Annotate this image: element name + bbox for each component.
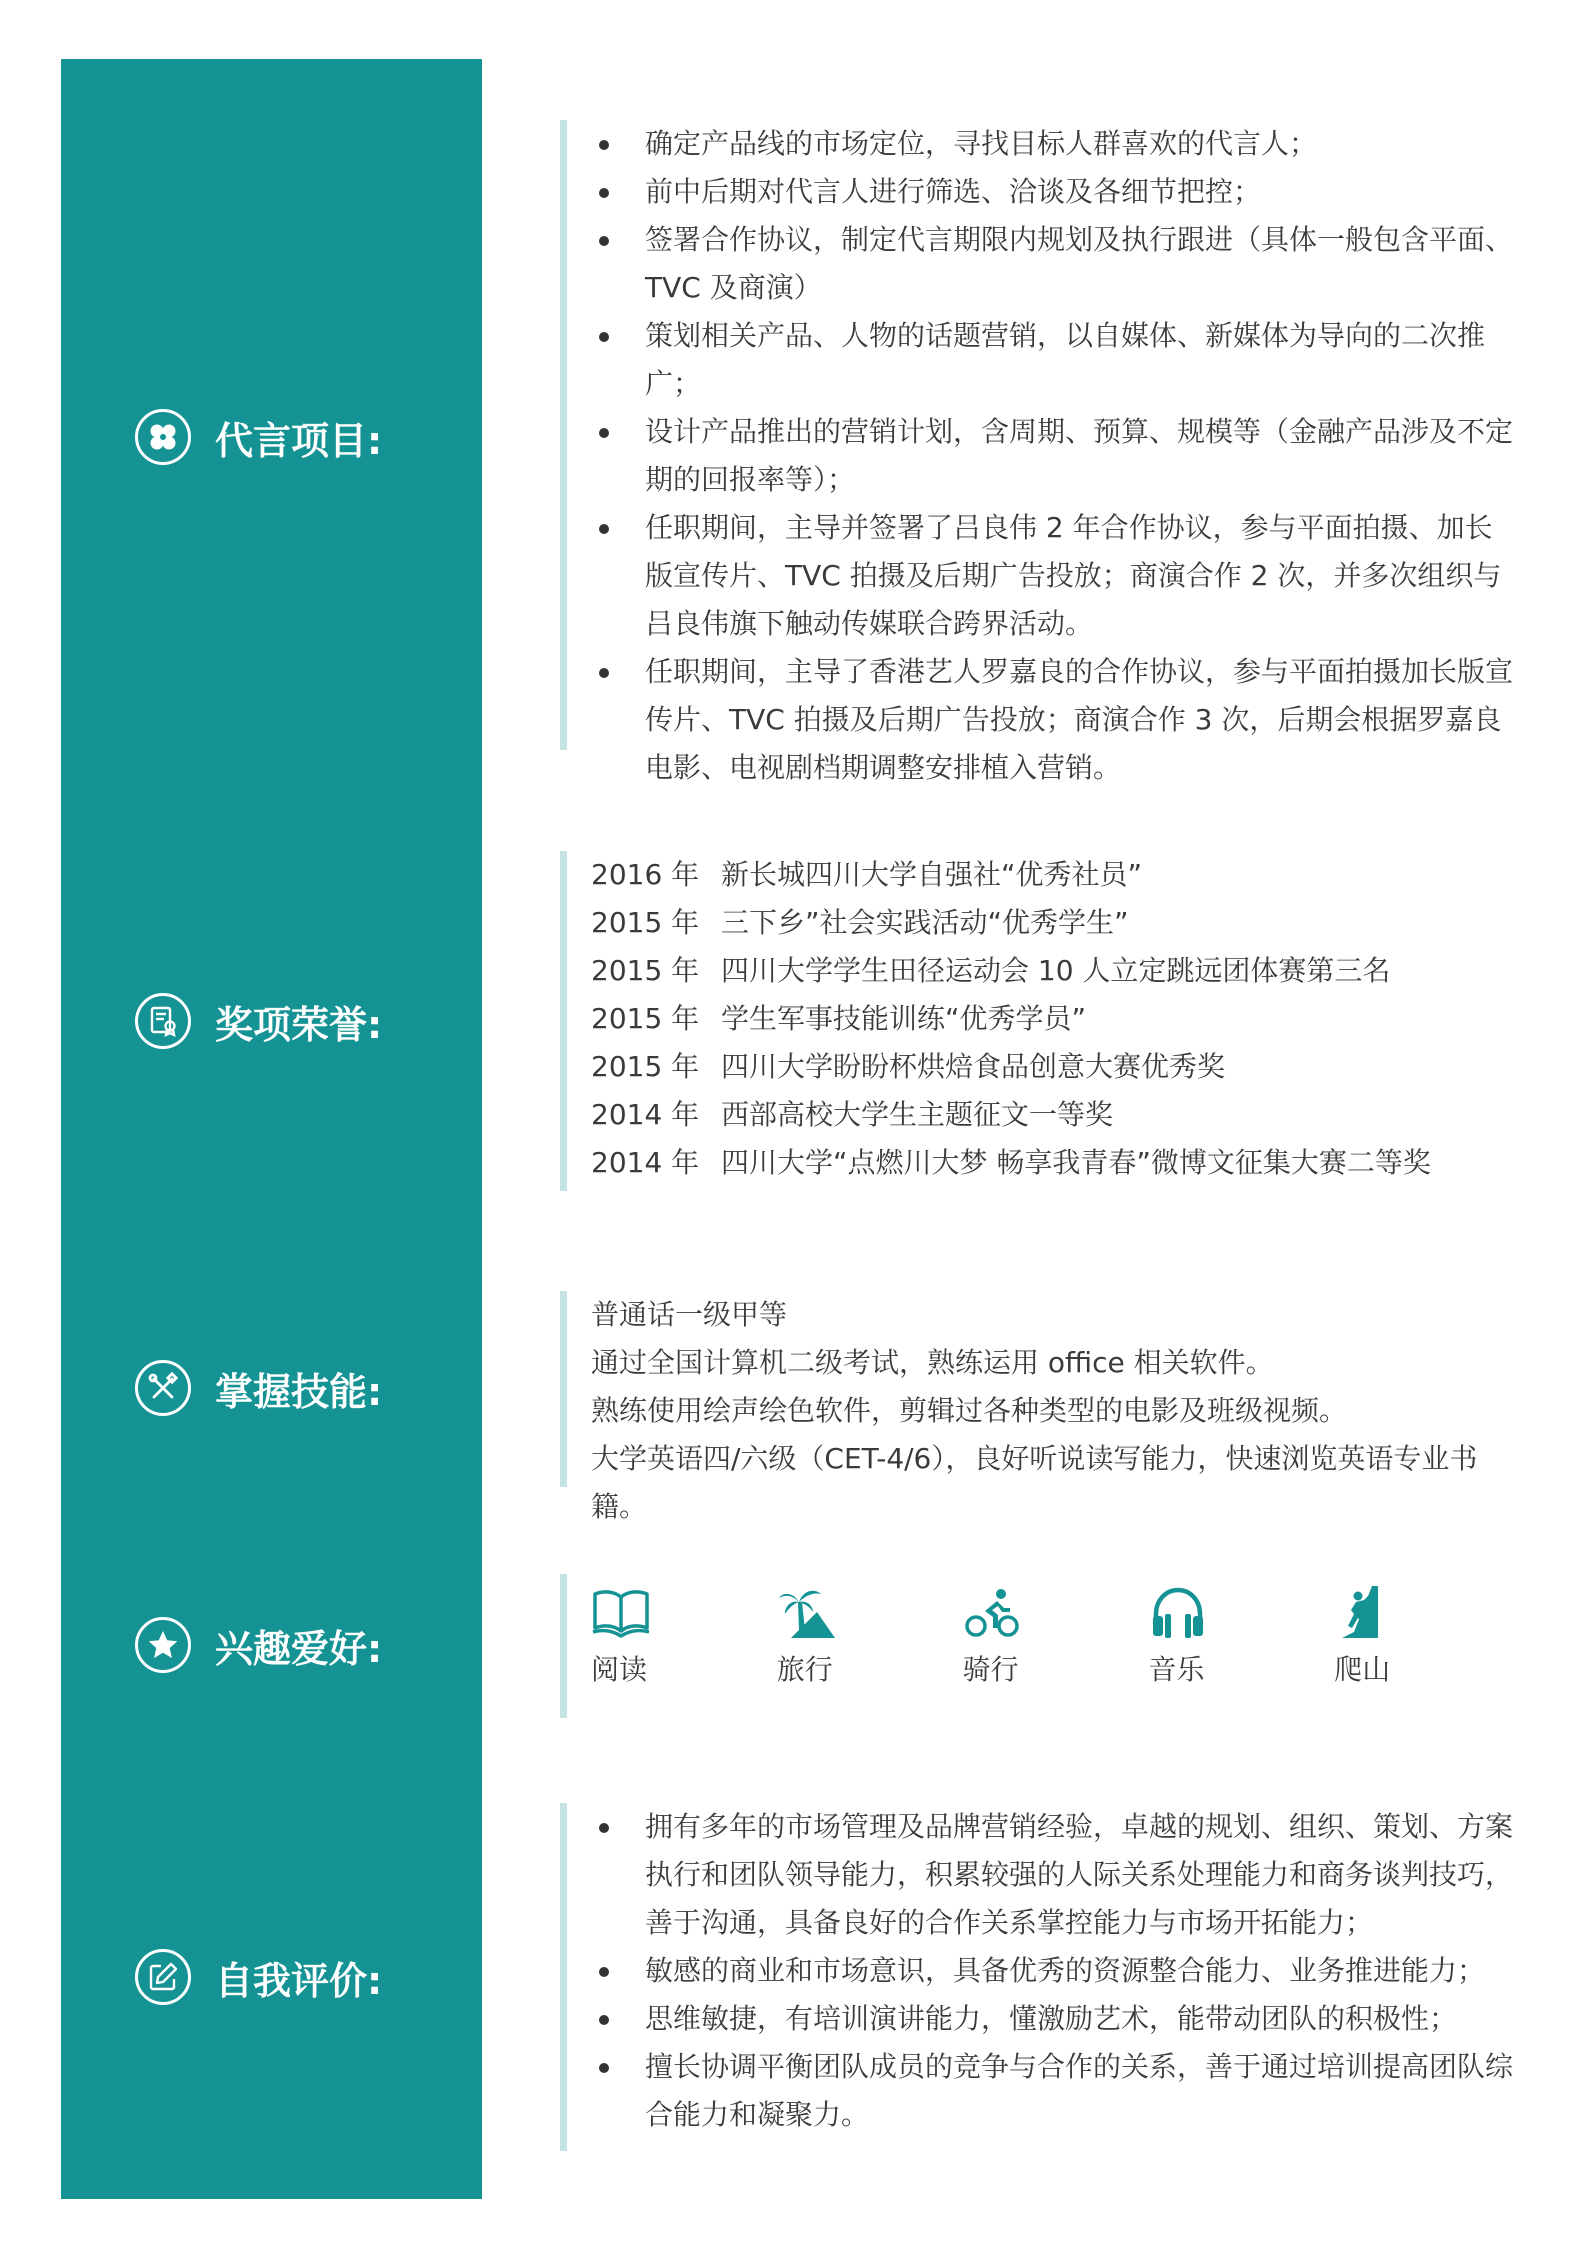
- award-text: 四川大学盼盼杯烘焙食品创意大赛优秀奖: [721, 1050, 1226, 1083]
- award-year: 2016 年: [591, 858, 700, 891]
- award-row: [591, 1043, 1520, 1091]
- cycling-icon: [963, 1584, 1023, 1640]
- list-item: 前中后期对代言人进行筛选、洽谈及各细节把控；: [591, 168, 1520, 216]
- list-item: 擅长协调平衡团队成员的竞争与合作的关系，善于通过培训提高团队综合能力和凝聚力。: [591, 2043, 1520, 2139]
- skills-title: 掌握技能:: [215, 1369, 383, 1414]
- clover-icon: [135, 409, 191, 465]
- skill-line: 大学英语四/六级（CET-4/6），良好听说读写能力，快速浏览英语专业书籍。: [591, 1442, 1478, 1523]
- headphones-icon: [1148, 1584, 1208, 1640]
- palm-tree-icon: [777, 1584, 837, 1640]
- award-row: [591, 851, 1520, 899]
- list-item: 拥有多年的市场管理及品牌营销经验，卓越的规划、组织、策划、方案执行和团队领导能力，积累较强的人际关系处理能力和商务谈判技巧，善于沟通，具备良好的合作关系掌控能力与市场开拓能力；: [591, 1803, 1520, 1947]
- award-text: 四川大学“点燃川大梦 畅享我青春”微博文征集大赛二等奖: [721, 1146, 1431, 1179]
- hobby-label: 阅读: [591, 1653, 648, 1686]
- hobby-reading: [591, 1578, 777, 1694]
- hobby-label: 爬山: [1334, 1653, 1391, 1686]
- skills-heading: [135, 1360, 382, 1416]
- awards-heading: [135, 993, 382, 1049]
- skill-line: 熟练使用绘声绘色软件，剪辑过各种类型的电影及班级视频。: [591, 1394, 1348, 1427]
- skill-line: 普通话一级甲等: [591, 1298, 788, 1331]
- list-item: 任职期间，主导并签署了吕良伟 2 年合作协议，参与平面拍摄、加长版宣传片、TVC 拍摄及后期广告投放；商演合作 2 次，并多次组织与吕良伟旗下触动传媒联合跨界活动。: [591, 504, 1520, 648]
- award-row: [591, 899, 1520, 947]
- award-year: 2014 年: [591, 1146, 700, 1179]
- hobbies-title: 兴趣爱好:: [215, 1626, 383, 1671]
- award-year: 2015 年: [591, 1002, 700, 1035]
- award-text: 三下乡”社会实践活动“优秀学生”: [721, 906, 1129, 939]
- hobby-label: 骑行: [962, 1653, 1019, 1686]
- awards-title: 奖项荣誉:: [215, 1002, 383, 1047]
- self-eval-block: [560, 1803, 1520, 2151]
- award-row: [591, 1139, 1520, 1187]
- award-row: [591, 1091, 1520, 1139]
- award-text: 新长城四川大学自强社“优秀社员”: [721, 858, 1143, 891]
- list-item: 签署合作协议，制定代言期限内规划及执行跟进（具体一般包含平面、TVC 及商演）: [591, 216, 1520, 312]
- list-item: 任职期间，主导了香港艺人罗嘉良的合作协议，参与平面拍摄加长版宣传片、TVC 拍摄及后期广告投放；商演合作 3 次，后期会根据罗嘉良电影、电视剧档期调整安排植入营销。: [591, 648, 1520, 792]
- award-text: 四川大学学生田径运动会 10 人立定跳远团体赛第三名: [721, 954, 1391, 987]
- skills-block: [560, 1291, 1520, 1523]
- hobby-music: [1148, 1578, 1334, 1694]
- edit-icon: [135, 1949, 191, 2005]
- hobbies-block: [560, 1574, 1520, 1718]
- hobby-climbing: [1334, 1578, 1520, 1694]
- list-item: 敏感的商业和市场意识，具备优秀的资源整合能力、业务推进能力；: [591, 1947, 1520, 1995]
- endorsement-title: 代言项目:: [215, 418, 383, 463]
- climbing-icon: [1334, 1584, 1394, 1640]
- award-year: 2015 年: [591, 1050, 700, 1083]
- award-row: [591, 947, 1520, 995]
- hobby-label: 旅行: [776, 1653, 833, 1686]
- self-eval-title: 自我评价:: [215, 1958, 383, 2003]
- award-row: [591, 995, 1520, 1043]
- endorsement-block: [560, 120, 1520, 784]
- hobbies-heading: [135, 1617, 382, 1673]
- list-item: 策划相关产品、人物的话题营销，以自媒体、新媒体为导向的二次推广；: [591, 312, 1520, 408]
- hobby-label: 音乐: [1148, 1653, 1205, 1686]
- skill-line: 通过全国计算机二级考试，熟练运用 office 相关软件。: [591, 1346, 1274, 1379]
- award-text: 西部高校大学生主题征文一等奖: [721, 1098, 1114, 1131]
- book-icon: [591, 1584, 651, 1640]
- sidebar: [61, 59, 482, 2199]
- hobby-travel: [777, 1578, 963, 1694]
- star-icon: [135, 1617, 191, 1673]
- list-item: 思维敏捷，有培训演讲能力，懂激励艺术，能带动团队的积极性；: [591, 1995, 1520, 2043]
- hobby-cycling: [963, 1578, 1149, 1694]
- list-item: 设计产品推出的营销计划，含周期、预算、规模等（金融产品涉及不定期的回报率等）；: [591, 408, 1520, 504]
- award-year: 2015 年: [591, 954, 700, 987]
- award-year: 2014 年: [591, 1098, 700, 1131]
- self-eval-heading: [135, 1949, 382, 2005]
- awards-block: [560, 851, 1520, 1191]
- award-text: 学生军事技能训练“优秀学员”: [721, 1002, 1087, 1035]
- list-item: 确定产品线的市场定位，寻找目标人群喜欢的代言人；: [591, 120, 1520, 168]
- certificate-icon: [135, 993, 191, 1049]
- endorsement-heading: [135, 409, 382, 465]
- award-year: 2015 年: [591, 906, 700, 939]
- tools-icon: [135, 1360, 191, 1416]
